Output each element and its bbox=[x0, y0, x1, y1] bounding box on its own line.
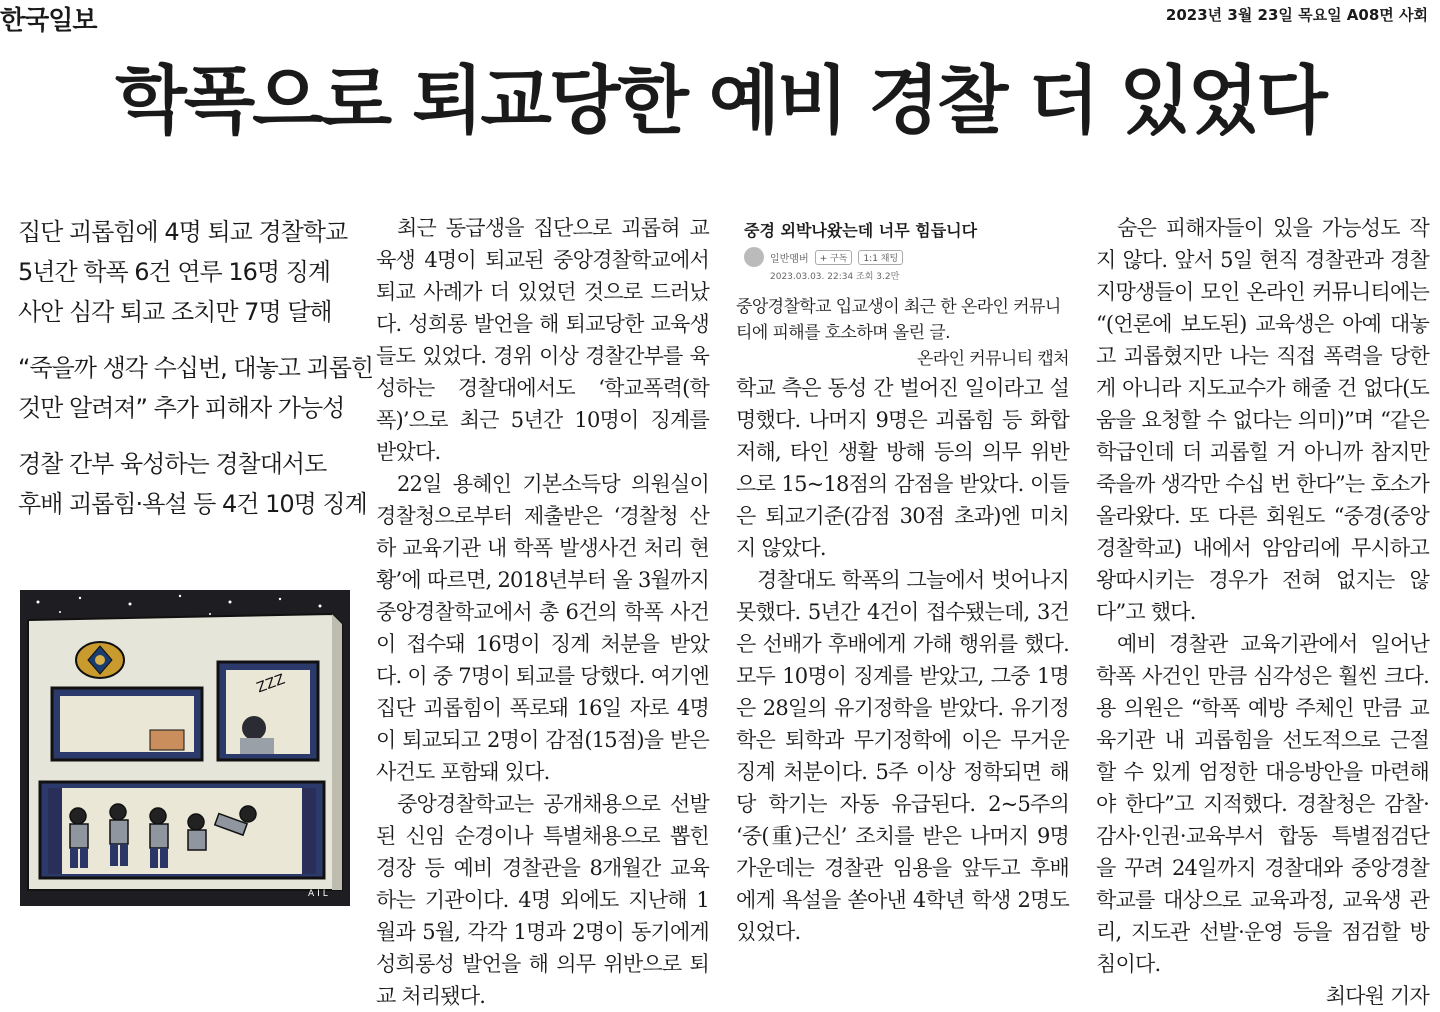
post-meta-row bbox=[744, 247, 1069, 267]
subscribe-badge: + 구독 bbox=[815, 250, 853, 265]
post-date-views: 2023.03.03. 22:34 조회 3.2만 bbox=[770, 272, 900, 282]
police-emblem-icon bbox=[76, 642, 124, 678]
article-column-2 bbox=[736, 372, 1069, 948]
photo-caption bbox=[736, 294, 1069, 369]
byline: 최다원 기자 bbox=[1325, 984, 1429, 1008]
user-level: 일반멤버 bbox=[770, 253, 809, 265]
subhead-line: 사안 심각 퇴교 조치만 7명 달해 bbox=[18, 298, 332, 326]
cartoon-drawing bbox=[20, 590, 350, 906]
paragraph: 숨은 피해자들이 있을 가능성도 작지 않다. 앞서 5일 현직 경찰관과 경찰 지망생들이 모인 온라인 커뮤니티에는 “(언론에 보도된) 교육생은 아예 대놓고 괴롭혔지만 나는 직접 폭력을 당한 게 아니라 지도교수가 해줄 건 없다(도움을 요청할 수 없다는 의미)”며 “같은 학급인데 더 괴롭힐 거 아니까 참지만 죽을까 생각만 수십 번 한다”는 호소가 올라왔다. 또 다른 회원도 “중경(중앙경찰학교) 내에서 암암리에 무시하고 왕따시키는 경우가 전혀 없지는 않다”고 했다. bbox=[1096, 216, 1429, 624]
paragraph: 중앙경찰학교는 공개채용으로 선발된 신임 순경이나 특별채용으로 뽑힌 경장 등 예비 경찰관을 8개월간 교육하는 기관이다. 4명 외에도 지난해 1월과 5월, 각각 1명과 2명이 동기에게 성희롱성 발언을 해 의무 위반으로 퇴교 처리됐다. bbox=[376, 792, 709, 1008]
community-post-capture bbox=[736, 212, 1069, 369]
subhead-group-3 bbox=[18, 444, 367, 524]
subhead-line: 집단 괴롭힘에 4명 퇴교 경찰학교 bbox=[18, 218, 348, 246]
paragraph: 학교 측은 동성 간 벌어진 일이라고 설명했다. 나머지 9명은 괴롭힘 등 화합저해, 타인 생활 방해 등의 의무 위반으로 15~18점의 감점을 받았다. 이들은 퇴교기준(감점 30점 초과)엔 미치지 않았다. bbox=[736, 376, 1069, 560]
subheads bbox=[18, 212, 374, 540]
headline: 학폭으로 퇴교당한 예비 경찰 더 있었다 bbox=[115, 58, 1325, 144]
cartoon-signature: AIL bbox=[308, 889, 331, 899]
subhead-line: 5년간 학폭 6건 연루 16명 징계 bbox=[18, 258, 331, 286]
article-column-1 bbox=[376, 212, 709, 1012]
subhead-group-1 bbox=[18, 212, 358, 332]
subhead-line: 후배 괴롭힘·욕설 등 4건 10명 징계 bbox=[18, 490, 367, 518]
caption-credit: 온라인 커뮤니티 캡처 bbox=[916, 349, 1069, 369]
paragraph: 22일 용혜인 기본소득당 의원실이 경찰청으로부터 제출받은 ‘경찰청 산하 교육기관 내 학폭 발생사건 처리 현황’에 따르면, 2018년부터 올 3월까지 중앙경찰학교에서 총 6건의 학폭 사건이 접수돼 16명이 징계 처분을 받았다. 이 중 7명이 퇴교를 당했다. 여기엔 집단 괴롭힘이 폭로돼 16일 자로 4명이 퇴교되고 2명이 감점(15점)을 받은 사건도 포함돼 있다. bbox=[376, 472, 709, 784]
snore-text: ZZZ bbox=[254, 671, 288, 697]
avatar bbox=[744, 247, 764, 267]
subhead-line: 경찰 간부 육성하는 경찰대서도 bbox=[18, 450, 327, 478]
paragraph: 최근 동급생을 집단으로 괴롭혀 교육생 4명이 퇴교된 중앙경찰학교에서 퇴교 사례가 더 있었던 것으로 드러났다. 성희롱 발언을 해 퇴교당한 교육생들도 있었다. 경위 이상 경찰간부를 육성하는 경찰대에서도 ‘학교폭력(학폭)’으로 최근 5년간 10명이 징계를 받았다. bbox=[376, 216, 709, 464]
subhead-line: “죽을까 생각 수십번, 대놓고 괴롭힌 bbox=[18, 354, 374, 382]
chat-badge: 1:1 채팅 bbox=[858, 250, 903, 265]
subhead-group-2 bbox=[18, 348, 374, 428]
cartoon-illustration bbox=[20, 590, 350, 906]
dateline: 2023년 3월 23일 목요일 A08면 사회 bbox=[1165, 6, 1428, 24]
paragraph: 경찰대도 학폭의 그늘에서 벗어나지 못했다. 5년간 4건이 접수됐는데, 3건은 선배가 후배에게 가해 행위를 했다. 모두 10명이 징계를 받았고, 그중 1명은 28일의 유기정학을 받았다. 유기정학은 퇴학과 무기정학에 이은 무거운 징계 처분이다. 5주 이상 정학되면 해당 학기는 자동 유급된다. 2~5주의 ‘중(重)근신’ 조치를 받은 나머지 9명 가운데는 경찰관 임용을 앞두고 후배에게 욕설을 쏟아낸 4학년 학생 2명도 있었다. bbox=[736, 568, 1069, 944]
masthead: 한국일보 bbox=[0, 6, 97, 36]
post-title: 중경 외박나왔는데 너무 힘듭니다 bbox=[744, 221, 978, 240]
article-column-3 bbox=[1096, 212, 1429, 1012]
caption-text: 중앙경찰학교 입교생이 최근 한 온라인 커뮤니티에 피해를 호소하며 올린 글. bbox=[736, 297, 1061, 343]
paragraph: 예비 경찰관 교육기관에서 일어난 학폭 사건인 만큼 심각성은 훨씬 크다. 용 의원은 “학폭 예방 주체인 만큼 교육기관 내 괴롭힘을 선도적으로 근절할 수 있게 엄정한 대응방안을 마련해야 한다”고 지적했다. 경찰청은 감찰·감사·인권·교육부서 합동 특별점검단을 꾸려 24일까지 경찰대와 중앙경찰학교를 대상으로 교육과정, 교육생 관리, 지도관 선발·운영 등을 점검할 방침이다. bbox=[1096, 632, 1429, 976]
subhead-line: 것만 알려져” 추가 피해자 가능성 bbox=[18, 394, 345, 422]
